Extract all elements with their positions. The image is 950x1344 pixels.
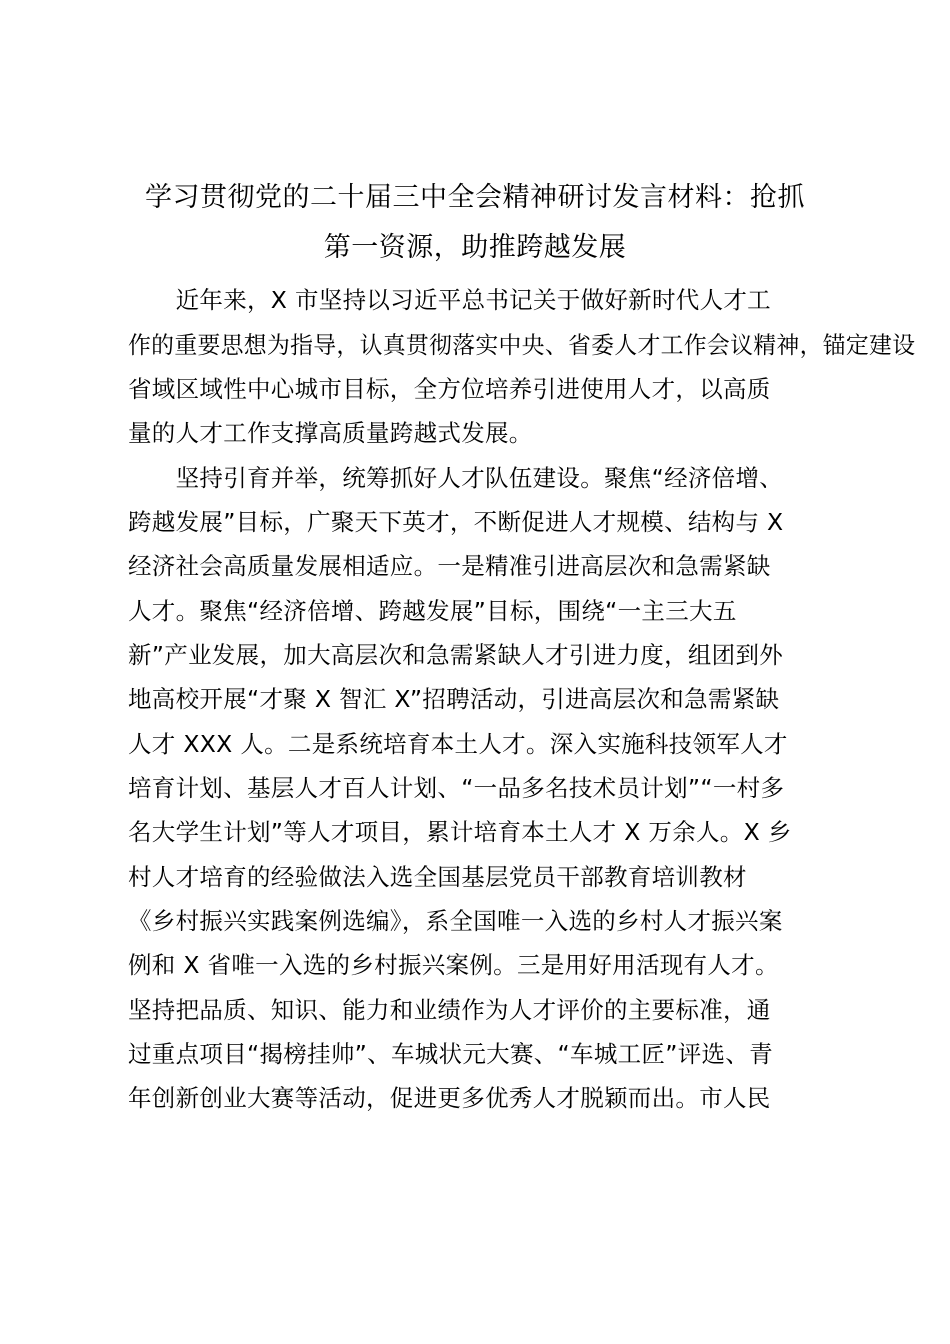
body-line: 村人才培育的经验做法入选全国基层党员干部教育培训教材: [128, 863, 747, 891]
body-line: 坚持把品质、知识、能力和业绩作为人才评价的主要标准，通: [128, 996, 771, 1024]
body-line: 过重点项目“揭榜挂帅”、车城状元大赛、“车城工匠”评选、青: [128, 1040, 773, 1068]
body-line: 培育计划、基层人才百人计划、“一品多名技术员计划”“一村多: [128, 774, 785, 802]
document-title-line-2: 第一资源，助推跨越发展: [323, 232, 627, 263]
body-line: 例和 X 省唯一入选的乡村振兴案例。三是用好用活现有人才。: [128, 951, 779, 979]
body-line: 经济社会高质量发展相适应。一是精准引进高层次和急需紧缺: [128, 552, 771, 580]
body-line: 人才。聚焦“经济倍增、跨越发展”目标，围绕“一主三大五: [128, 597, 737, 625]
body-line: 《乡村振兴实践案例选编》，系全国唯一入选的乡村人才振兴案: [128, 907, 783, 935]
body-line: 量的人才工作支撑高质量跨越式发展。: [128, 419, 533, 447]
body-line: 新”产业发展，加大高层次和急需紧缺人才引进力度，组团到外: [128, 641, 784, 669]
body-line: 近年来，X 市坚持以习近平总书记关于做好新时代人才工: [128, 286, 771, 314]
body-line: 跨越发展”目标，广聚天下英才，不断促进人才规模、结构与 X: [128, 508, 784, 536]
body-line: 省域区域性中心城市目标，全方位培养引进使用人才，以高质: [128, 375, 771, 403]
body-line: 年创新创业大赛等活动，促进更多优秀人才脱颖而出。市人民: [128, 1084, 771, 1112]
body-line: 坚持引育并举，统筹抓好人才队伍建设。聚焦“经济倍增、: [128, 464, 784, 492]
body-line: 作的重要思想为指导，认真贯彻落实中央、省委人才工作会议精神，锚定建设: [128, 331, 916, 359]
body-line: 名大学生计划”等人才项目，累计培育本土人才 X 万余人。X 乡: [128, 818, 792, 846]
body-line: 地高校开展“才聚 X 智汇 X”招聘活动，引进高层次和急需紧缺: [128, 685, 780, 713]
body-line: 人才 XXX 人。二是系统培育本土人才。深入实施科技领军人才: [128, 730, 788, 758]
document-title-line-1: 学习贯彻党的二十届三中全会精神研讨发言材料：抢抓: [145, 182, 805, 213]
